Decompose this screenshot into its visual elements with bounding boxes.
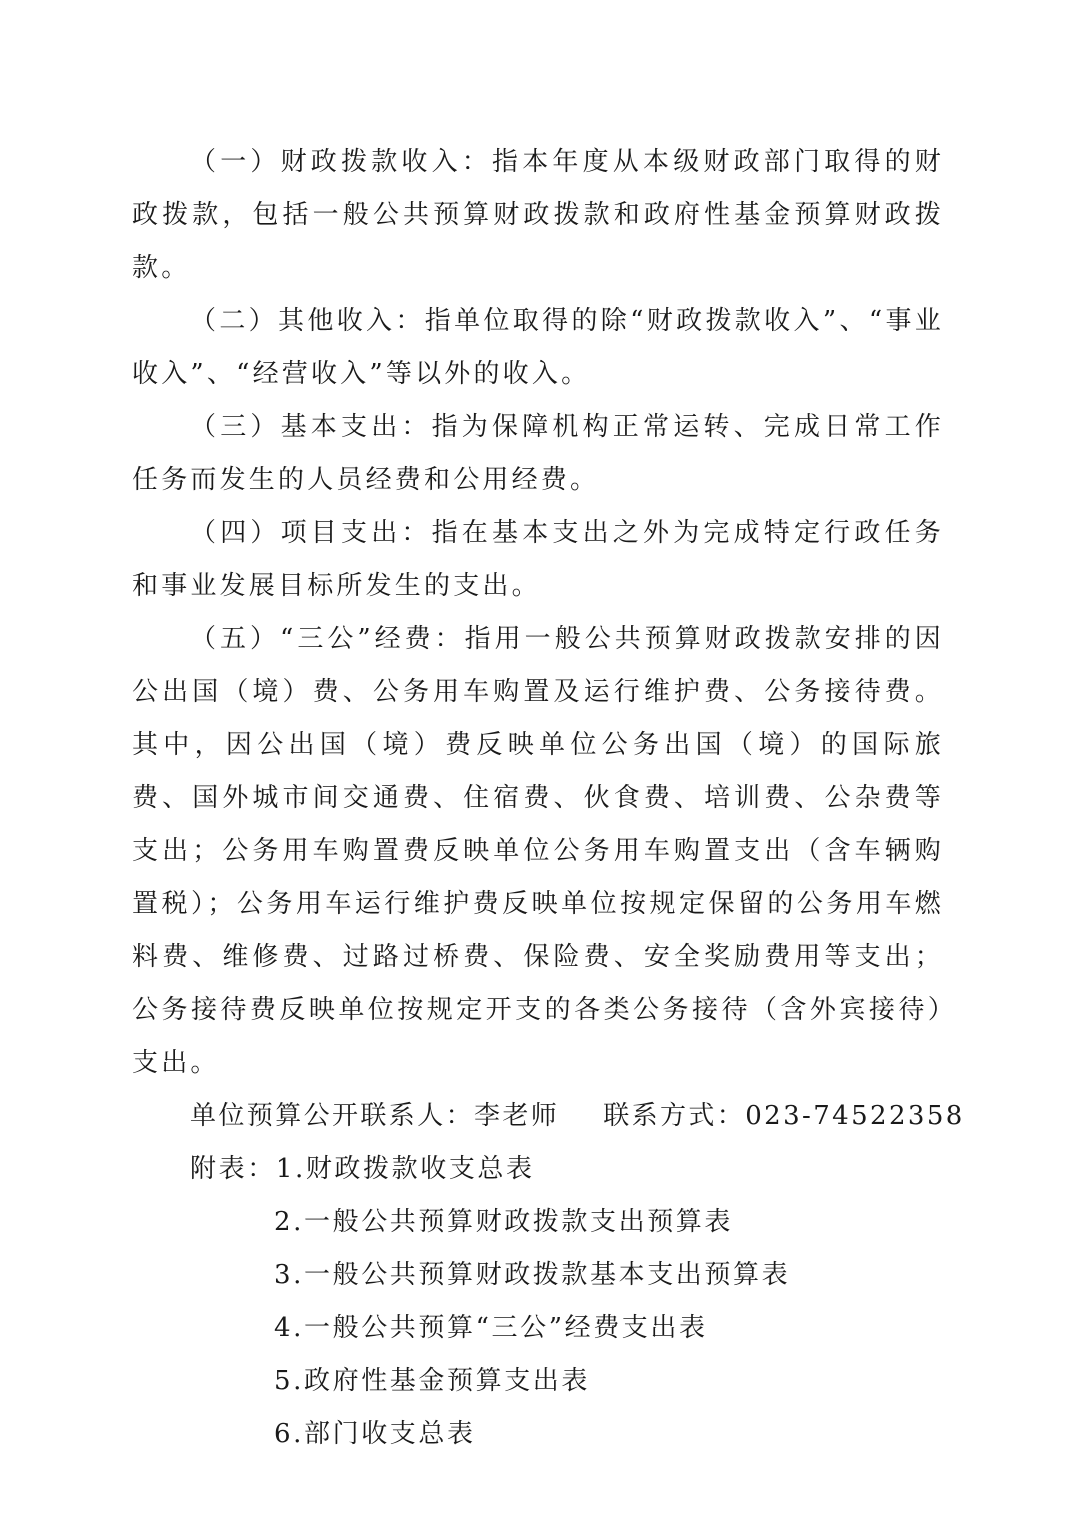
paragraph-basic-expenditure: （三）基本支出：指为保障机构正常运转、完成日常工作任务而发生的人员经费和公用经费。 xyxy=(132,412,944,495)
attachment-item-2: 2.一般公共预算财政拨款支出预算表 xyxy=(274,1207,734,1237)
attachments-label: 附表： xyxy=(190,1154,276,1184)
attachments-line xyxy=(132,1143,944,1196)
attachment-item-1: 1.财政拨款收支总表 xyxy=(275,1154,535,1184)
attachment-item-4: 4.一般公共预算“三公”经费支出表 xyxy=(274,1313,708,1343)
contact-method: 联系方式：023-74522358 xyxy=(603,1101,965,1131)
paragraph-other-income: （二）其他收入：指单位取得的除“财政拨款收入”、“事业收入”、“经营收入”等以外的收入。 xyxy=(132,306,944,389)
paragraph-fiscal-appropriation-income: （一）财政拨款收入：指本年度从本级财政部门取得的财政拨款，包括一般公共预算财政拨款和政府性基金预算财政拨款。 xyxy=(132,147,944,283)
attachments-list xyxy=(132,1196,944,1461)
paragraph-three-public-expenses: （五）“三公”经费：指用一般公共预算财政拨款安排的因公出国（境）费、公务用车购置及运行维护费、公务接待费。其中，因公出国（境）费反映单位公务出国（境）的国际旅费、国外城市间交通费、住宿费、伙食费、培训费、公杂费等支出；公务用车购置费反映单位公务用车购置支出（含车辆购置税）；公务用车运行维护费反映单位按规定保留的公务用车燃料费、维修费、过路过桥费、保险费、安全奖励费用等支出；公务接待费反映单位按规定开支的各类公务接待（含外宾接待）支出。 xyxy=(132,624,944,1078)
contact-line xyxy=(132,1090,965,1143)
contact-person: 单位预算公开联系人：李老师 xyxy=(190,1101,560,1131)
paragraph-project-expenditure: （四）项目支出：指在基本支出之外为完成特定行政任务和事业发展目标所发生的支出。 xyxy=(132,518,944,601)
attachment-item-5: 5.政府性基金预算支出表 xyxy=(274,1366,591,1396)
attachment-item-6: 6.部门收支总表 xyxy=(274,1419,476,1449)
attachment-item-3: 3.一般公共预算财政拨款基本支出预算表 xyxy=(274,1260,791,1290)
document-body xyxy=(132,136,965,1461)
